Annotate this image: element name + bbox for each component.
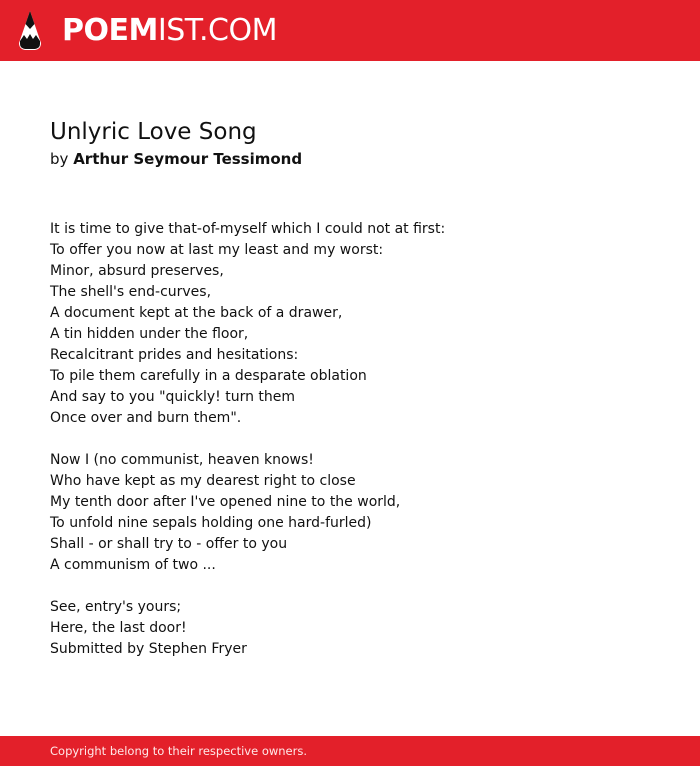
author-name: Arthur Seymour Tessimond (73, 150, 303, 168)
poem-line: My tenth door after I've opened nine to the world, (50, 494, 401, 510)
poem-line: Shall - or shall try to - offer to you (50, 536, 288, 552)
poem-line: Here, the last door! (50, 620, 187, 636)
poem-line: Once over and burn them". (50, 410, 242, 426)
poem-byline (50, 148, 302, 170)
site-header (0, 0, 700, 61)
logo-light-part: IST.COM (157, 13, 277, 48)
poem-line: The shell's end-curves, (50, 284, 212, 300)
poem-line: Submitted by Stephen Fryer (50, 641, 247, 657)
poem-line: A tin hidden under the floor, (50, 326, 249, 342)
poem-line: And say to you "quickly! turn them (50, 389, 296, 405)
poem-line: To pile them carefully in a desparate oblation (50, 368, 367, 384)
poem-line: Now I (no communist, heaven knows! (50, 452, 314, 468)
poem-line: To offer you now at last my least and my worst: (50, 242, 384, 258)
poem-line: A communism of two ... (50, 557, 216, 573)
poem-line: Who have kept as my dearest right to close (50, 473, 356, 489)
poem-body (50, 219, 670, 660)
poem-title: Unlyric Love Song (50, 119, 257, 145)
pen-nib-icon (18, 10, 42, 51)
byline-prefix: by (50, 150, 69, 168)
logo-bold-part: POEM (62, 13, 158, 48)
copyright-text: Copyright belong to their respective owners. (50, 744, 308, 758)
poem-line: Minor, absurd preserves, (50, 263, 224, 279)
site-logo-text (62, 12, 277, 50)
poem-line: See, entry's yours; (50, 599, 182, 615)
poem-line: To unfold nine sepals holding one hard-furled) (50, 515, 372, 531)
stanza-gap (50, 576, 670, 597)
poem-line: A document kept at the back of a drawer, (50, 305, 343, 321)
site-logo-link[interactable] (18, 10, 277, 52)
site-footer (0, 736, 700, 766)
stanza-gap (50, 429, 670, 450)
poem-line: It is time to give that-of-myself which I could not at first: (50, 221, 446, 237)
poem-line: Recalcitrant prides and hesitations: (50, 347, 299, 363)
